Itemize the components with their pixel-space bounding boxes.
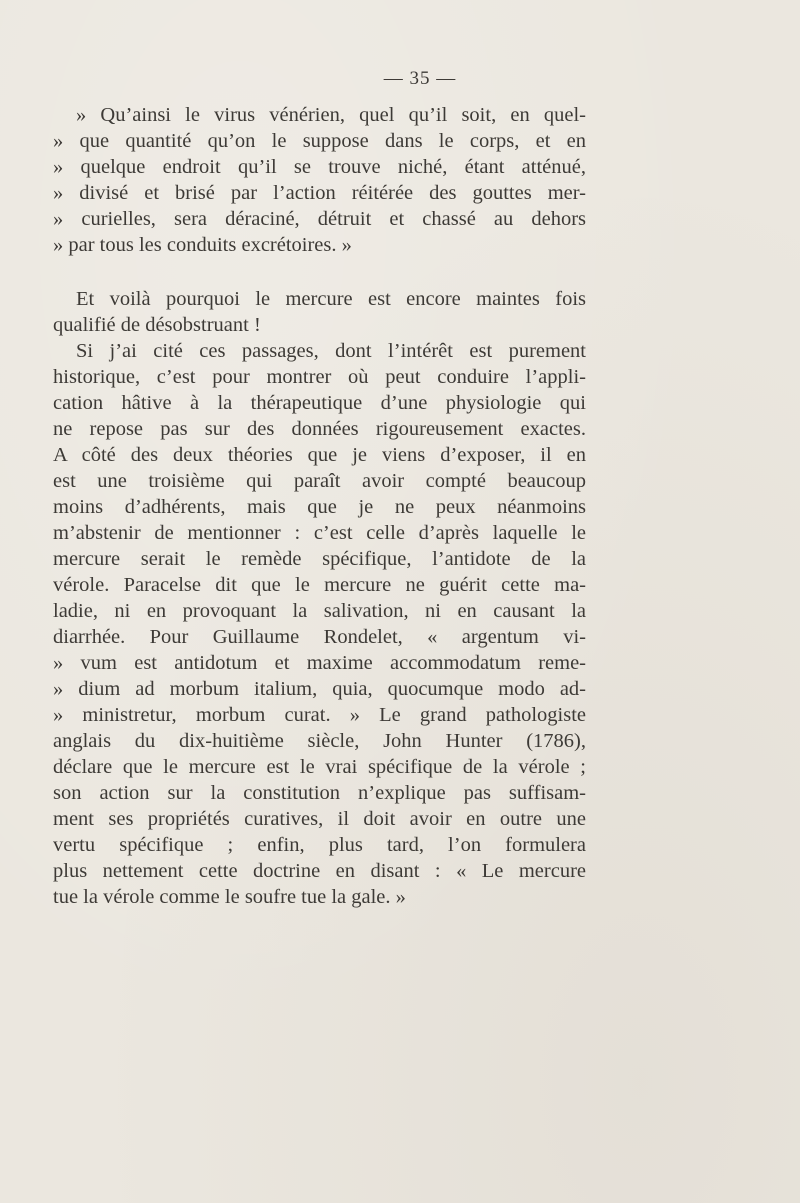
text-line: qualifié de désobstruant ! — [53, 314, 261, 336]
text-line: historique, c’est pour montrer où peut conduire l’appli- — [53, 366, 586, 388]
text-line: ladie, ni en provoquant la salivation, ni en causant la — [53, 600, 586, 622]
text-line: » que quantité qu’on le suppose dans le corps, et en — [53, 130, 586, 152]
text-line: ne repose pas sur des données rigoureusement exactes. — [53, 418, 586, 440]
text-line: Et voilà pourquoi le mercure est encore maintes fois — [76, 288, 586, 310]
text-line: est une troisième qui paraît avoir compté beaucoup — [53, 470, 586, 492]
text-line: vertu spécifique ; enfin, plus tard, l’on formulera — [53, 834, 586, 856]
text-line: » vum est antidotum et maxime accommodatum reme- — [53, 652, 586, 674]
text-line: plus nettement cette doctrine en disant : « Le mercure — [53, 860, 586, 882]
text-line: » curielles, sera déraciné, détruit et chassé au dehors — [53, 208, 586, 230]
text-line: moins d’adhérents, mais que je ne peux néanmoins — [53, 496, 586, 518]
text-line: m’abstenir de mentionner : c’est celle d’après laquelle le — [53, 522, 586, 544]
text-line: déclare que le mercure est le vrai spécifique de la vérole ; — [53, 756, 586, 778]
text-line: mercure serait le remède spécifique, l’antidote de la — [53, 548, 586, 570]
text-line: » Qu’ainsi le virus vénérien, quel qu’il soit, en quel- — [76, 104, 586, 126]
text-line: vérole. Paracelse dit que le mercure ne guérit cette ma- — [53, 574, 586, 596]
text-line: » quelque endroit qu’il se trouve niché, étant atténué, — [53, 156, 586, 178]
text-line: Si j’ai cité ces passages, dont l’intérêt est purement — [76, 340, 586, 362]
text-line: » divisé et brisé par l’action réitérée des gouttes mer- — [53, 182, 586, 204]
text-line: tue la vérole comme le soufre tue la gale. » — [53, 886, 406, 908]
text-line: diarrhée. Pour Guillaume Rondelet, « argentum vi- — [53, 626, 586, 648]
text-line: » ministretur, morbum curat. » Le grand pathologiste — [53, 704, 586, 726]
page-number: — 35 — — [383, 68, 457, 89]
text-line: son action sur la constitution n’explique pas suffisam- — [53, 782, 586, 804]
text-line: A côté des deux théories que je viens d’exposer, il en — [53, 444, 586, 466]
text-line: » dium ad morbum italium, quia, quocumque modo ad- — [53, 678, 586, 700]
text-line: anglais du dix-huitième siècle, John Hunter (1786), — [53, 730, 586, 752]
text-line: ment ses propriétés curatives, il doit avoir en outre une — [53, 808, 586, 830]
text-line: cation hâtive à la thérapeutique d’une physiologie qui — [53, 392, 586, 414]
text-line: » par tous les conduits excrétoires. » — [53, 234, 352, 256]
